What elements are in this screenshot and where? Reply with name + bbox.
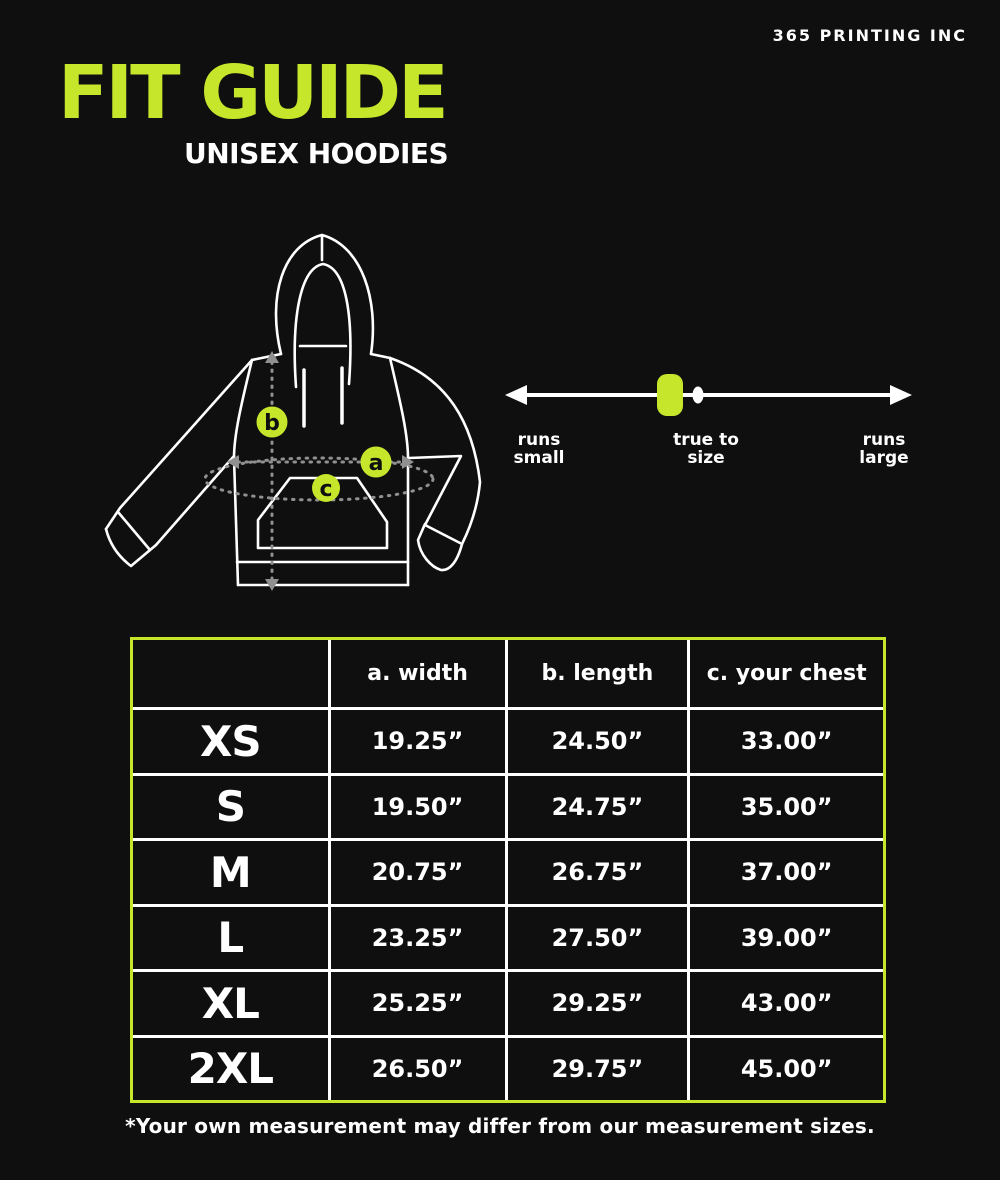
measurement-disclaimer: *Your own measurement may differ from our measurement sizes. <box>125 1114 875 1138</box>
column-header-width: a. width <box>331 640 505 707</box>
chest-value: 43.00” <box>690 972 883 1035</box>
width-value: 26.50” <box>331 1038 505 1101</box>
badge-a-letter: a <box>368 451 384 476</box>
size-label: S <box>133 776 328 839</box>
brand-name: 365 PRINTING INC <box>772 26 967 45</box>
width-value: 19.25” <box>331 710 505 773</box>
hoodie-measurement-diagram <box>100 220 500 610</box>
chest-value: 37.00” <box>690 841 883 904</box>
column-header-length: b. length <box>508 640 688 707</box>
chest-value: 39.00” <box>690 907 883 970</box>
measure-badges <box>257 407 392 503</box>
scale-label-runs-small: runs small <box>513 430 565 468</box>
length-value: 29.25” <box>508 972 688 1035</box>
fit-scale <box>500 360 920 490</box>
size-label: 2XL <box>133 1038 328 1101</box>
arrow-left-icon <box>505 385 527 405</box>
page-subtitle: UNISEX HOODIES <box>184 137 449 170</box>
chest-value: 33.00” <box>690 710 883 773</box>
chest-value: 45.00” <box>690 1038 883 1101</box>
page-title: FIT GUIDE <box>58 50 446 136</box>
width-value: 25.25” <box>331 972 505 1035</box>
fit-scale-arrow <box>500 360 920 430</box>
badge-b-letter: b <box>264 411 280 436</box>
size-label: L <box>133 907 328 970</box>
column-header-blank <box>133 640 328 707</box>
scale-label-runs-large: runs large <box>859 430 909 468</box>
badge-c-letter: c <box>319 477 333 502</box>
length-value: 26.75” <box>508 841 688 904</box>
scale-label-true-to-size: true to size <box>673 430 739 468</box>
size-chart-table <box>130 637 886 1103</box>
length-value: 27.50” <box>508 907 688 970</box>
width-value: 19.50” <box>331 776 505 839</box>
size-label: XL <box>133 972 328 1035</box>
hoodie-illustration <box>100 220 500 610</box>
length-value: 29.75” <box>508 1038 688 1101</box>
width-value: 20.75” <box>331 841 505 904</box>
length-value: 24.50” <box>508 710 688 773</box>
size-label: XS <box>133 710 328 773</box>
arrow-right-icon <box>890 385 912 405</box>
chest-value: 35.00” <box>690 776 883 839</box>
scale-dot <box>693 387 704 404</box>
column-header-chest: c. your chest <box>690 640 883 707</box>
width-value: 23.25” <box>331 907 505 970</box>
length-value: 24.75” <box>508 776 688 839</box>
fit-marker <box>657 374 683 416</box>
size-label: M <box>133 841 328 904</box>
